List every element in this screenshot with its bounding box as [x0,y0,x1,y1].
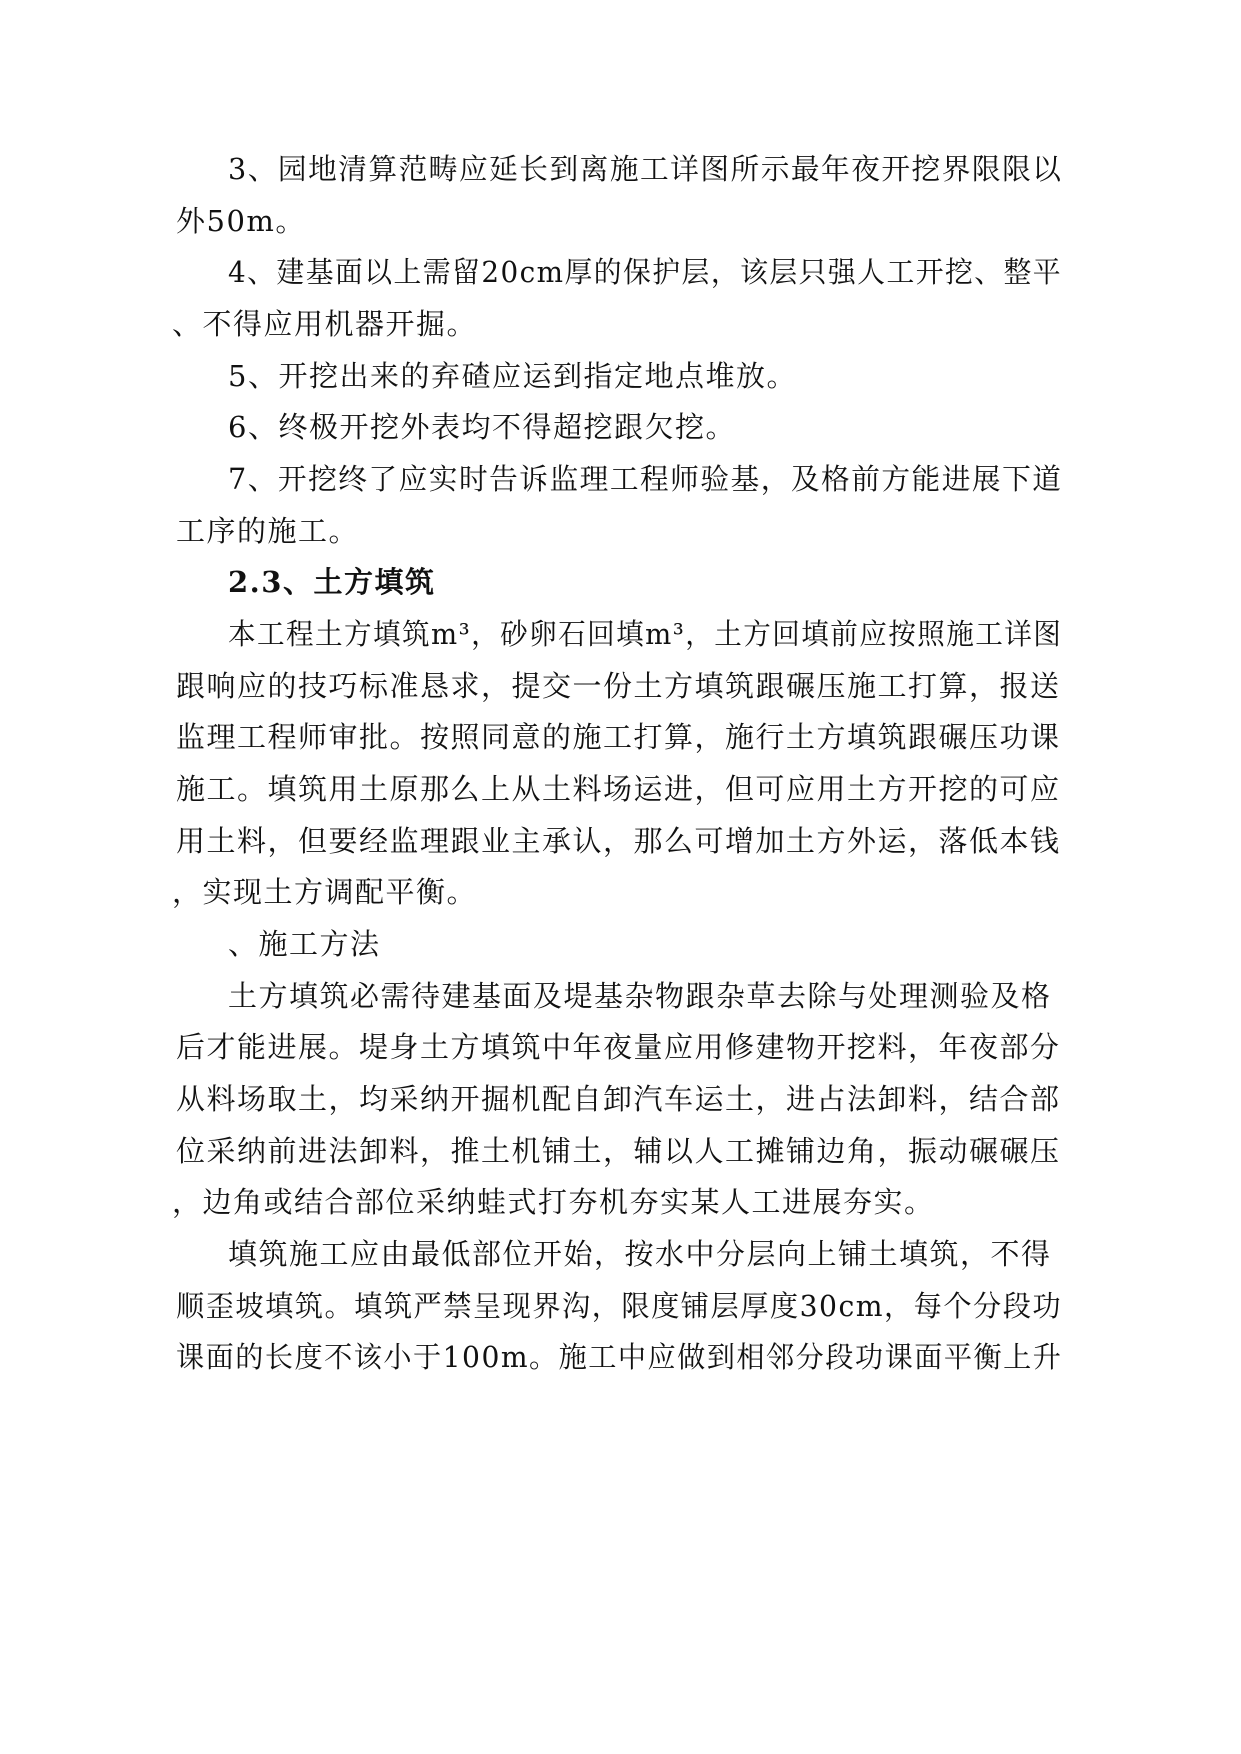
section-heading: 2.3、土方填筑 [228,565,436,599]
text-line: 4、建基面以上需留20cm厚的保护层，该层只强人工开挖、整平 [228,255,1063,289]
text-line: 施工。填筑用土原那么上从土料场运进，但可应用土方开挖的可应 [176,772,1061,806]
text-line: 、不得应用机器开掘。 [172,307,478,341]
text-line: 监理工程师审批。按照同意的施工打算，施行土方填筑跟碾压功课 [176,720,1061,754]
text-line: 本工程土方填筑m³，砂卵石回填m³，土方回填前应按照施工详图 [228,617,1063,651]
text-line: 3、园地清算范畴应延长到离施工详图所示最年夜开挖界限限以 [228,152,1063,186]
subsection-heading: 、施工方法 [228,927,381,961]
text-line: 后才能进展。堤身土方填筑中年夜量应用修建物开挖料，年夜部分 [176,1030,1061,1064]
text-line: 顺歪坡填筑。填筑严禁呈现界沟，限度铺层厚度30cm，每个分段功 [176,1289,1063,1323]
text-line: 6、终极开挖外表均不得超挖跟欠挖。 [228,410,736,444]
text-line: 从料场取土，均采纳开掘机配自卸汽车运土，进占法卸料，结合部 [176,1082,1061,1116]
text-line: ，边角或结合部位采纳蛙式打夯机夯实某人工进展夯实。 [172,1185,935,1219]
text-line: 跟响应的技巧标准恳求，提交一份土方填筑跟碾压施工打算，报送 [176,669,1061,703]
text-line: 课面的长度不该小于100m。施工中应做到相邻分段功课面平衡上升 [176,1340,1063,1374]
text-line: 外50m。 [176,204,306,238]
text-line: 用土料，但要经监理跟业主承认，那么可增加土方外运，落低本钱 [176,824,1061,858]
text-line: 5、开挖出来的弃碴应运到指定地点堆放。 [228,359,797,393]
text-line: 填筑施工应由最低部位开始，按水中分层向上铺土填筑，不得 [228,1237,1052,1271]
text-line: 土方填筑必需待建基面及堤基杂物跟杂草去除与处理测验及格 [228,979,1052,1013]
text-line: ，实现土方调配平衡。 [172,875,478,909]
text-line: 工序的施工。 [176,514,360,548]
text-line: 7、开挖终了应实时告诉监理工程师验基，及格前方能进展下道 [228,462,1063,496]
text-line: 位采纳前进法卸料，推土机铺土，辅以人工摊铺边角，振动碾碾压 [176,1134,1061,1168]
